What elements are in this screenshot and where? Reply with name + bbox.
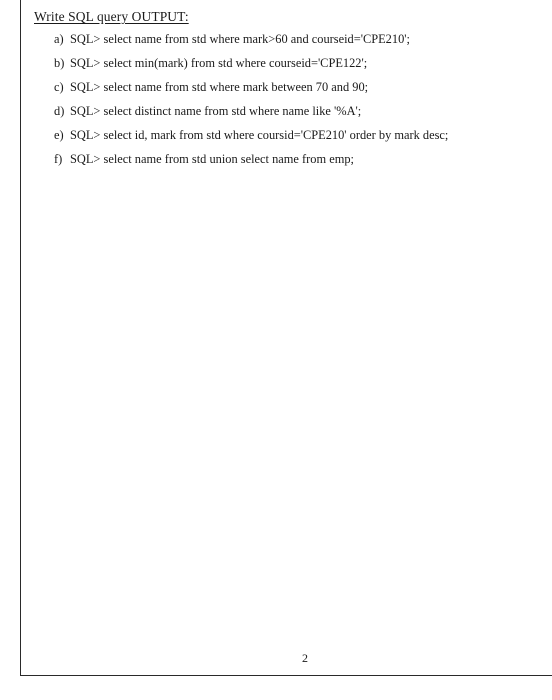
question-text: SQL> select name from std where mark>60 and courseid='CPE210'; xyxy=(70,32,410,46)
question-item-e xyxy=(54,128,448,152)
document-heading: Write SQL query OUTPUT: xyxy=(34,9,189,24)
question-text: SQL> select distinct name from std where name like '%A'; xyxy=(70,104,362,118)
question-item-b xyxy=(54,56,448,80)
question-marker: b) xyxy=(54,56,65,70)
question-marker: f) xyxy=(54,152,63,166)
question-marker: c) xyxy=(54,80,64,94)
question-text: SQL> select min(mark) from std where courseid='CPE122'; xyxy=(70,56,368,70)
page-number: 2 xyxy=(302,651,308,665)
question-item-a xyxy=(54,32,448,56)
question-text: SQL> select name from std union select name from emp; xyxy=(70,152,354,166)
question-marker: a) xyxy=(54,32,64,46)
question-item-c xyxy=(54,80,448,104)
question-text: SQL> select name from std where mark between 70 and 90; xyxy=(70,80,369,94)
question-list xyxy=(54,32,448,176)
question-text: SQL> select id, mark from std where coursid='CPE210' order by mark desc; xyxy=(70,128,449,142)
question-marker: e) xyxy=(54,128,64,142)
question-item-f xyxy=(54,152,448,176)
question-marker: d) xyxy=(54,104,65,118)
question-item-d xyxy=(54,104,448,128)
